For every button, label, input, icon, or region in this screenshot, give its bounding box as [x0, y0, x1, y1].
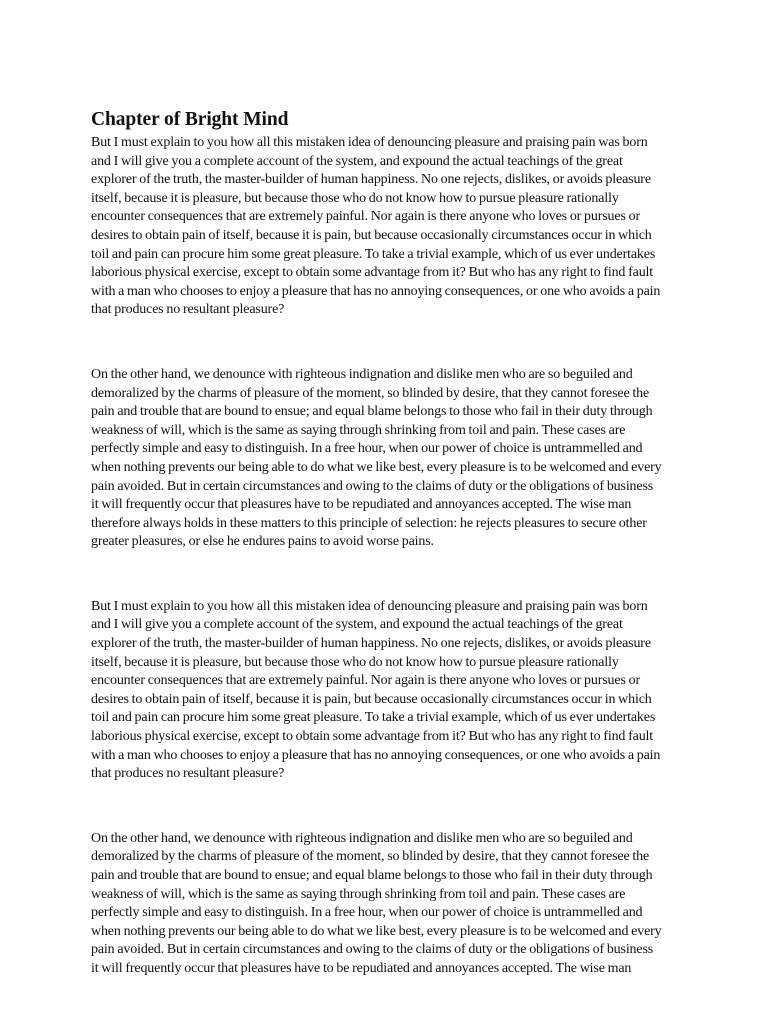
text-line: toil and pain can procure him some great pleasure. To take a trivial example, which of us ever undertakes	[91, 710, 656, 726]
text-line: On the other hand, we denounce with righteous indignation and dislike men who are so beguiled and	[91, 830, 633, 846]
body-paragraph	[91, 830, 681, 979]
text-line: toil and pain can procure him some great pleasure. To take a trivial example, which of us ever undertakes	[91, 246, 656, 262]
text-line: explorer of the truth, the master-builder of human happiness. No one rejects, dislikes, or avoids pleasure	[91, 172, 651, 188]
text-line: therefore always holds in these matters to this principle of selection: he rejects pleasures to secure other	[91, 515, 647, 531]
text-line: and I will give you a complete account of the system, and expound the actual teachings of the great	[91, 153, 623, 169]
text-line: when nothing prevents our being able to do what we like best, every pleasure is to be welcomed and every	[91, 923, 662, 939]
text-line: desires to obtain pain of itself, because it is pain, but because occasionally circumstances occur in which	[91, 691, 652, 707]
text-line: that produces no resultant pleasure?	[91, 766, 285, 782]
body-paragraph	[91, 366, 681, 552]
text-line: when nothing prevents our being able to do what we like best, every pleasure is to be welcomed and every	[91, 459, 662, 475]
paragraph-spacer	[91, 784, 681, 830]
text-line: pain and trouble that are bound to ensue; and equal blame belongs to those who fail in their duty through	[91, 404, 653, 420]
text-line: encounter consequences that are extremely painful. Nor again is there anyone who loves or pursues or	[91, 209, 640, 225]
text-line: weakness of will, which is the same as saying through shrinking from toil and pain. These cases are	[91, 422, 626, 438]
text-line: encounter consequences that are extremely painful. Nor again is there anyone who loves or pursues or	[91, 673, 640, 689]
text-line: But I must explain to you how all this mistaken idea of denouncing pleasure and praising pain was born	[91, 135, 648, 150]
text-line: But I must explain to you how all this mistaken idea of denouncing pleasure and praising pain was born	[91, 598, 648, 614]
chapter-title: Chapter of Bright Mind	[91, 109, 289, 130]
text-line: On the other hand, we denounce with righteous indignation and dislike men who are so beguiled and	[91, 366, 633, 382]
text-line: demoralized by the charms of pleasure of the moment, so blinded by desire, that they cannot foresee the	[91, 849, 650, 865]
text-line: greater pleasures, or else he endures pains to avoid worse pains.	[91, 534, 434, 550]
text-line: pain avoided. But in certain circumstances and owing to the claims of duty or the obligations of business	[91, 942, 654, 958]
text-line: itself, because it is pleasure, but because those who do not know how to pursue pleasure rationally	[91, 190, 619, 206]
body-paragraph	[91, 134, 681, 320]
text-line: and I will give you a complete account of the system, and expound the actual teachings of the great	[91, 617, 623, 633]
document-page	[91, 108, 681, 979]
text-line: laborious physical exercise, except to obtain some advantage from it? But who has any right to find fault	[91, 265, 654, 281]
text-line: perfectly simple and easy to distinguish. In a free hour, when our power of choice is untrammelled and	[91, 441, 643, 457]
text-line: itself, because it is pleasure, but because those who do not know how to pursue pleasure rationally	[91, 654, 619, 670]
text-line: it will frequently occur that pleasures have to be repudiated and annoyances accepted. The wise man	[91, 960, 632, 976]
document-body	[91, 134, 681, 979]
text-line: with a man who chooses to enjoy a pleasure that has no annoying consequences, or one who avoids a pain	[91, 747, 661, 763]
text-line: laborious physical exercise, except to obtain some advantage from it? But who has any right to find fault	[91, 729, 654, 745]
text-line: demoralized by the charms of pleasure of the moment, so blinded by desire, that they cannot foresee the	[91, 385, 650, 401]
text-line: pain and trouble that are bound to ensue; and equal blame belongs to those who fail in their duty through	[91, 868, 653, 883]
text-line: weakness of will, which is the same as saying through shrinking from toil and pain. These cases are	[91, 886, 626, 902]
text-line: it will frequently occur that pleasures have to be repudiated and annoyances accepted. The wise man	[91, 497, 632, 513]
text-line: explorer of the truth, the master-builder of human happiness. No one rejects, dislikes, or avoids pleasure	[91, 636, 651, 652]
paragraph-spacer	[91, 320, 681, 366]
text-line: desires to obtain pain of itself, because it is pain, but because occasionally circumstances occur in which	[91, 227, 652, 243]
text-line: that produces no resultant pleasure?	[91, 302, 285, 318]
paragraph-spacer	[91, 552, 681, 598]
text-line: with a man who chooses to enjoy a pleasure that has no annoying consequences, or one who avoids a pain	[91, 283, 661, 299]
text-line: pain avoided. But in certain circumstances and owing to the claims of duty or the obligations of business	[91, 478, 654, 494]
text-line: perfectly simple and easy to distinguish. In a free hour, when our power of choice is untrammelled and	[91, 905, 643, 921]
body-paragraph	[91, 598, 681, 784]
